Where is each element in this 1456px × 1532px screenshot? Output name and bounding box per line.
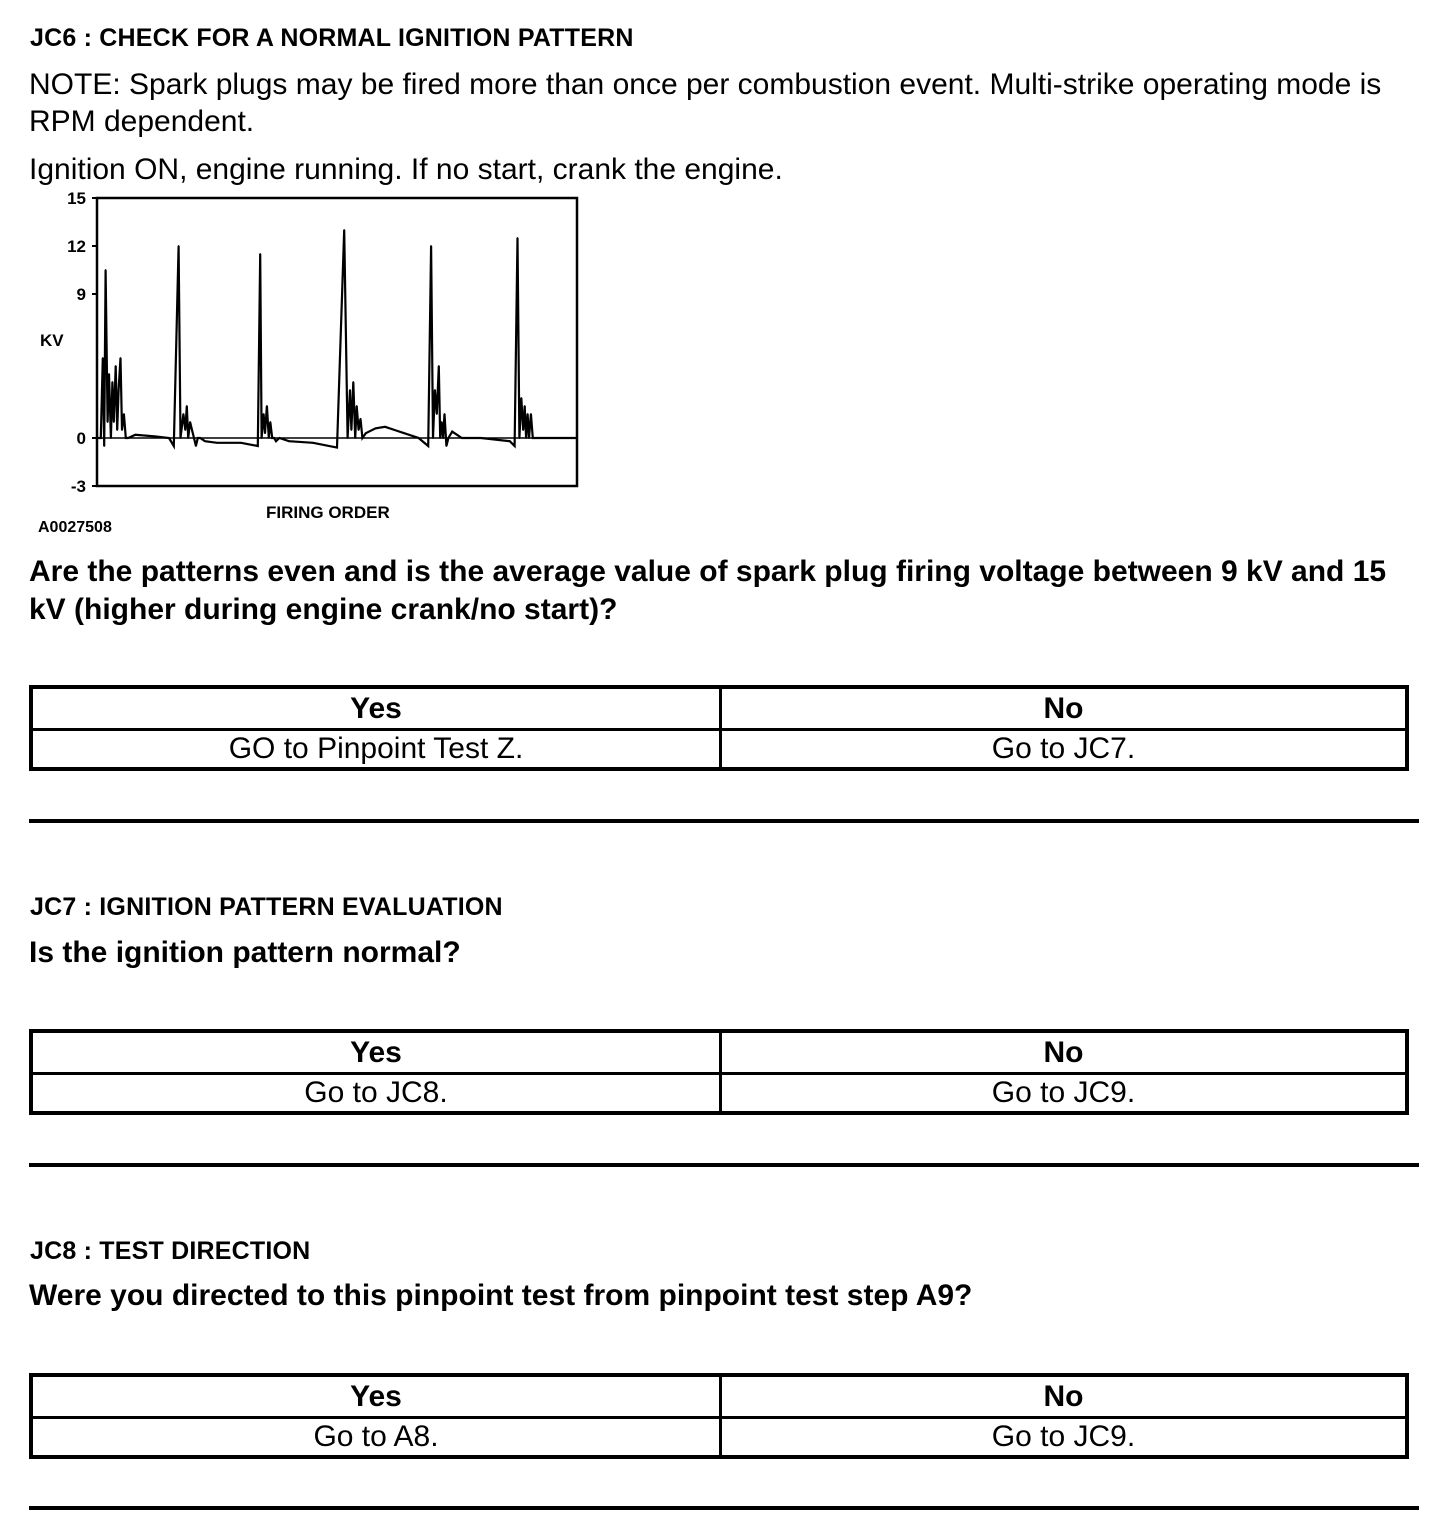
data-point <box>418 437 420 439</box>
data-point <box>118 389 120 391</box>
jc6-note: NOTE: Spark plugs may be fired more than once per combustion event. Multi-strike operating mode is RPM dependent. <box>29 68 1382 138</box>
data-point <box>524 405 526 407</box>
data-point <box>438 365 440 367</box>
jc6-question: Are the patterns even and is the average value of spark plug firing voltage between 9 kV and 15 kV (higher during engine crank/no start)? <box>29 555 1387 626</box>
data-point <box>154 436 156 438</box>
data-point <box>180 437 182 439</box>
data-point <box>105 269 107 271</box>
data-point <box>186 405 188 407</box>
data-point <box>268 437 270 439</box>
data-point <box>434 389 436 391</box>
data-point <box>351 429 353 431</box>
no-header: No <box>1043 691 1084 725</box>
data-point <box>261 437 263 439</box>
data-point <box>183 413 185 415</box>
data-point <box>271 437 273 439</box>
data-point <box>135 434 137 436</box>
data-point <box>264 432 266 434</box>
data-point <box>103 445 105 447</box>
data-point <box>525 437 527 439</box>
data-point <box>360 418 362 420</box>
data-point <box>352 381 354 383</box>
data-point <box>266 405 268 407</box>
jc6-instruction: Ignition ON, engine running. If no start, crank the engine. <box>29 153 783 186</box>
data-point <box>375 428 377 430</box>
data-point <box>436 413 438 415</box>
ignition-pattern-chart <box>0 180 620 540</box>
data-point <box>257 445 259 447</box>
data-point <box>269 421 271 423</box>
data-point <box>259 253 261 255</box>
y-tick-label: -3 <box>70 477 86 496</box>
data-point <box>358 429 360 431</box>
data-point <box>427 445 429 447</box>
data-point <box>108 373 110 375</box>
data-point <box>448 437 450 439</box>
data-point <box>432 437 434 439</box>
data-point <box>199 437 201 439</box>
data-point <box>451 431 453 433</box>
data-point <box>120 357 122 359</box>
data-point <box>444 413 446 415</box>
data-point <box>189 421 191 423</box>
data-point <box>173 445 175 447</box>
data-point <box>191 429 193 431</box>
data-point <box>288 440 290 442</box>
data-point <box>240 442 242 444</box>
data-point <box>576 437 578 439</box>
no-action: Go to JC9. <box>991 1076 1136 1109</box>
yes-action: Go to A8. <box>313 1420 439 1453</box>
figure-id: A0027508 <box>38 519 112 536</box>
data-point <box>216 442 218 444</box>
data-point <box>178 245 180 247</box>
data-point <box>197 437 199 439</box>
no-header: No <box>1043 1379 1084 1413</box>
data-point <box>356 405 358 407</box>
data-point <box>509 440 511 442</box>
data-point <box>347 437 349 439</box>
data-point <box>279 437 281 439</box>
data-point <box>446 445 448 447</box>
data-point <box>115 365 117 367</box>
jc6-result-table <box>29 685 1409 771</box>
data-point <box>336 447 338 449</box>
data-point <box>530 413 532 415</box>
jc7-result-table <box>29 1029 1409 1115</box>
yes-header: Yes <box>350 1379 402 1413</box>
data-point <box>168 437 170 439</box>
y-axis-label: KV <box>40 331 64 350</box>
data-point <box>273 437 275 439</box>
data-point <box>480 437 482 439</box>
data-point <box>384 426 386 428</box>
data-point <box>121 429 123 431</box>
no-action: Go to JC9. <box>991 1420 1136 1453</box>
data-point <box>527 413 529 415</box>
data-point <box>195 445 197 447</box>
data-point <box>362 437 364 439</box>
y-axis-ticks <box>67 189 97 496</box>
series-layer <box>96 229 578 448</box>
data-point <box>123 413 125 415</box>
data-point <box>193 437 195 439</box>
data-point <box>514 445 516 447</box>
data-point <box>532 437 534 439</box>
data-point <box>403 432 405 434</box>
data-point <box>263 413 265 415</box>
data-point <box>112 381 114 383</box>
jc6-heading: JC6 : CHECK FOR A NORMAL IGNITION PATTERN <box>30 24 634 52</box>
data-point <box>349 389 351 391</box>
data-point <box>528 437 530 439</box>
data-point <box>520 397 522 399</box>
section-divider <box>29 1506 1419 1510</box>
no-header: No <box>1043 1035 1084 1069</box>
data-point <box>110 437 112 439</box>
data-point <box>275 440 277 442</box>
data-point <box>102 357 104 359</box>
no-action: Go to JC7. <box>991 732 1136 765</box>
yes-header: Yes <box>350 1035 402 1069</box>
y-tick-label: 0 <box>76 429 86 448</box>
data-point <box>365 432 367 434</box>
data-point <box>107 421 109 423</box>
yes-action: GO to Pinpoint Test Z. <box>228 732 524 765</box>
section-divider <box>29 1163 1419 1167</box>
data-point <box>125 437 127 439</box>
jc8-question: Were you directed to this pinpoint test from pinpoint test step A9? <box>29 1279 973 1312</box>
jc8-heading: JC8 : TEST DIRECTION <box>30 1237 311 1265</box>
y-tick-label: 15 <box>67 189 86 208</box>
data-point <box>354 437 356 439</box>
data-point <box>343 229 345 231</box>
data-point <box>441 421 443 423</box>
data-point <box>204 440 206 442</box>
data-point <box>100 437 102 439</box>
data-point <box>127 437 129 439</box>
data-point <box>187 437 189 439</box>
y-tick-label: 9 <box>76 285 86 304</box>
data-point <box>96 437 98 439</box>
data-point <box>312 442 314 444</box>
data-point <box>430 245 432 247</box>
data-point <box>439 437 441 439</box>
y-tick-label: 12 <box>67 237 86 256</box>
section-divider <box>29 819 1419 823</box>
data-point <box>442 437 444 439</box>
yes-action: Go to JC8. <box>304 1076 448 1109</box>
data-point <box>461 437 463 439</box>
data-point <box>113 421 115 423</box>
jc8-result-table <box>29 1373 1409 1459</box>
yes-header: Yes <box>350 691 402 725</box>
data-point <box>184 429 186 431</box>
data-point <box>519 437 521 439</box>
series-line-0 <box>97 230 577 448</box>
jc7-question: Is the ignition pattern normal? <box>29 936 461 969</box>
x-axis-label: FIRING ORDER <box>266 503 390 522</box>
data-point <box>517 237 519 239</box>
jc7-heading: JC7 : IGNITION PATTERN EVALUATION <box>30 893 503 921</box>
data-point <box>116 429 118 431</box>
data-point <box>394 429 396 431</box>
data-point <box>552 437 554 439</box>
data-point <box>522 429 524 431</box>
